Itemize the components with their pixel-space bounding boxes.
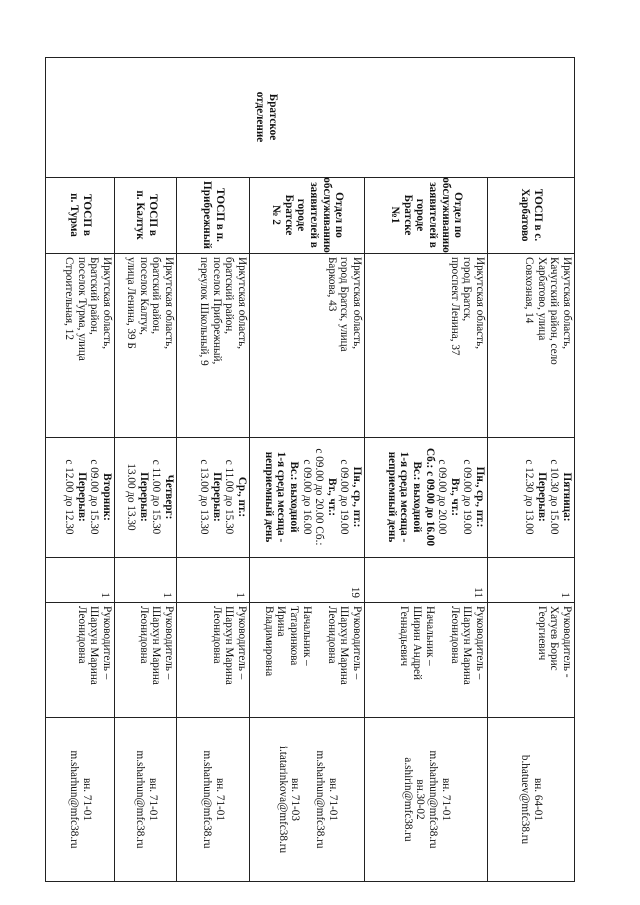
windows-count: 11 — [472, 587, 484, 598]
schedule-line: 1-я среда месяца - — [275, 451, 288, 543]
schedule-line: Пн., ср., пт.: — [351, 466, 363, 528]
schedule-line: с 09.00 до 19.00 — [338, 459, 351, 535]
office-head: Руководитель - Хатуев Борис Георгиевич — [535, 606, 573, 678]
schedule-line: с 11.00 до 15.30 — [223, 459, 236, 535]
office-schedule — [115, 437, 177, 557]
schedule-line: Ср., пт.: — [236, 476, 248, 518]
schedule-line: Перерыв: — [75, 472, 88, 522]
schedule-line: с 09.00 до 20.00 — [436, 459, 449, 535]
windows-count: 1 — [99, 592, 111, 598]
office-head: Руководитель – Шархун Марина Леонидовна Начальник – Ширин Андрей Геннадьевич — [398, 606, 486, 685]
schedule-line: с 10.30 до 15.00 — [548, 459, 561, 535]
schedule-line: неприемный день — [385, 451, 398, 543]
office-contact: вн. 71-01 m.sharhun@mfc38.ru вн.30-02 a.shirin@mfc38.ru — [401, 750, 452, 849]
office-contact: вн. 71-01 m.sharhun@mfc38.ru вн. 71-03 i.tatarinkova@mfc38.ru — [276, 745, 339, 854]
office-name: ТОСП в п. Турма — [68, 193, 93, 237]
department-label: Братское отделение — [254, 91, 280, 143]
office-name: ТОСП в п. Прибрежный — [201, 181, 227, 249]
schedule-line: с 09.00 до 15.30 — [88, 459, 101, 535]
office-name: Отдел по обслуживанию заявителей в городе Братске № 2 — [270, 177, 346, 253]
office-name: ТОСП в с. Харбатово — [519, 188, 545, 242]
schedule-line: с 11.00 до 15.30 — [150, 459, 163, 535]
rotated-table — [45, 57, 575, 882]
schedule-line: с 12.00 до 12.30 — [63, 459, 76, 535]
windows-count: 1 — [161, 592, 173, 598]
schedule-line: с 09.00 до 16.00 — [300, 459, 313, 535]
office-address: Иркутская область, Качугский район, село Харбатово, улица Совхозная, 14 — [523, 257, 573, 365]
office-name: Отдел по обслуживанию заявителей в городе Братске №1 — [389, 177, 465, 253]
schedule-line: Перерыв: — [210, 472, 223, 522]
schedule-line: Пн., ср., пт.: — [474, 466, 486, 528]
schedule-line: Вт., чт.: — [448, 478, 461, 516]
office-schedule — [250, 437, 365, 557]
schedule-line: Вторник: — [101, 473, 113, 521]
schedule-line: с 12.30 до 13.00 — [523, 459, 536, 535]
office-schedule — [488, 437, 575, 557]
office-contact: вн. 71-01 m.sharhun@mfc38.ru — [201, 750, 227, 849]
office-contact: вн. 71-01 m.sharhun@mfc38.ru — [68, 750, 93, 849]
office-head: Руководитель – Шархун Марина Леонидовна — [210, 606, 248, 685]
office-address: Иркутская область, братский район, поселок Калтук, улица Ленина, 39 Б — [125, 257, 175, 350]
schedule-line: Вс.: выходной — [288, 461, 301, 533]
schedule-line: неприемный день — [262, 451, 275, 543]
office-head: Руководитель – Шархун Марина Леонидовна Начальник – Татаринкова Ирина Владимировна — [262, 606, 363, 685]
schedule-line: Четверг: — [163, 474, 175, 520]
schedule-line: Пятница: — [561, 472, 573, 522]
schedule-line: с 09.00 до 19.00 — [461, 459, 474, 535]
office-schedule — [365, 437, 488, 557]
schedule-line: 13.00 до 13.30 — [125, 463, 138, 531]
schedule-line: с 09.00 до 20.00 Сб.: — [313, 448, 326, 546]
windows-count: 1 — [559, 592, 571, 598]
office-address: Иркутская область, братский район, поселок Прибрежный, переулок Школьный, 9 — [198, 257, 248, 366]
office-address: Иркутская область, Братский район, поселок Турма, улица Строительная, 12 — [63, 257, 113, 361]
schedule-line: 1-я среда месяца - — [398, 451, 411, 543]
office-address: Иркутская область, город Братск, улица Баркова, 43 — [325, 257, 363, 352]
office-schedule — [45, 437, 115, 557]
schedule-line: Вт., чт.: — [325, 478, 338, 516]
windows-count: 19 — [349, 586, 361, 598]
schedule-line: Сб.: с 09.00 до 16.00 — [423, 447, 436, 547]
schedule-line: Перерыв: — [137, 472, 150, 522]
office-name: ТОСП в п. Калтук — [134, 190, 159, 240]
schedule-line: Вс.: выходной — [411, 461, 424, 533]
office-head: Руководитель – Шархун Марина Леонидовна — [137, 606, 175, 685]
office-contact: вн. 71-01 m.sharhun@mfc38.ru — [134, 750, 159, 849]
office-address: Иркутская область, город Братск, проспект Ленина, 37 — [448, 257, 486, 356]
schedule-line: с 13.00 до 13.30 — [198, 459, 211, 535]
schedule-line: Перерыв: — [535, 472, 548, 522]
office-head: Руководитель – Шархун Марина Леонидовна — [75, 606, 113, 685]
windows-count: 1 — [234, 592, 246, 598]
office-schedule — [177, 437, 250, 557]
office-contact: вн. 64-01 b.hatuev@mfc38.ru — [519, 754, 545, 845]
